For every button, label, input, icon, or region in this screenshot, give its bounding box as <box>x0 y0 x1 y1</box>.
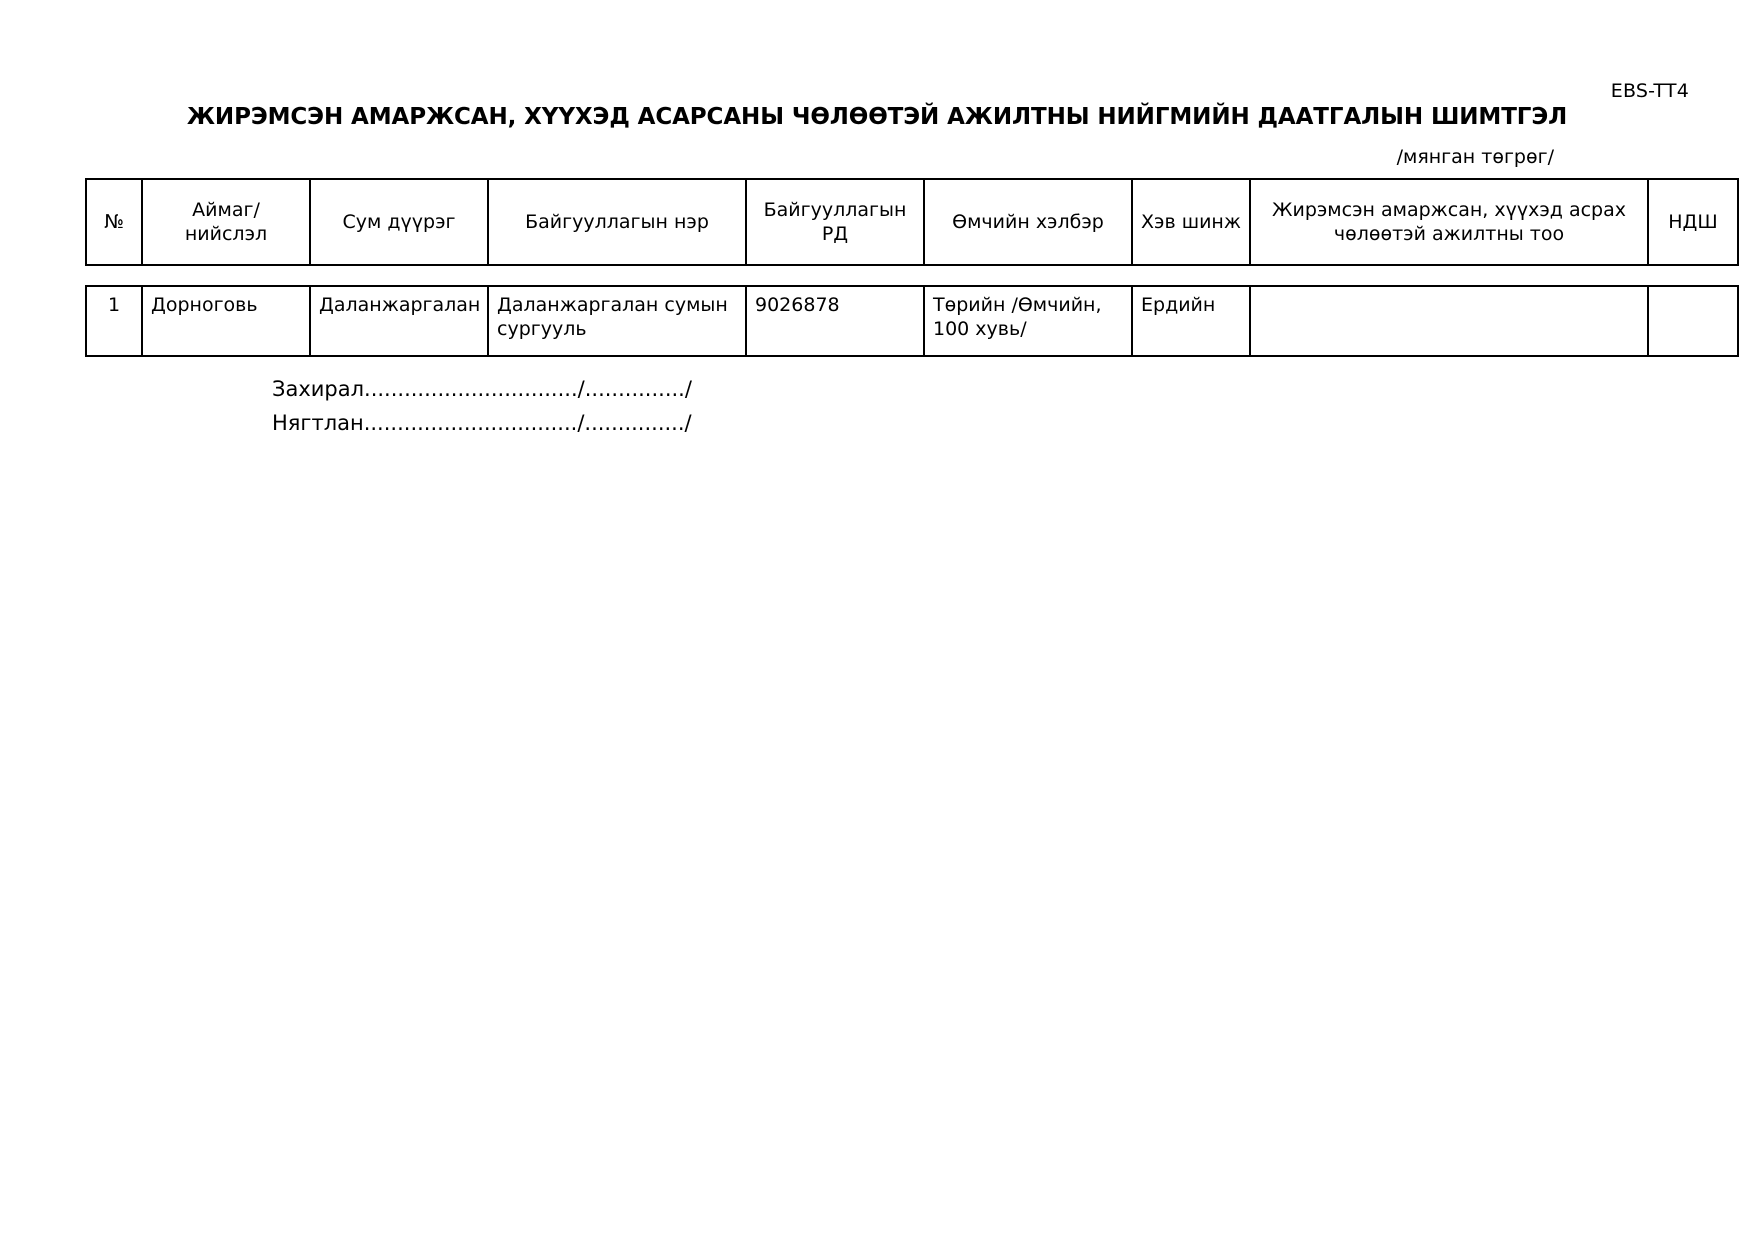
cell-org-name: Даланжаргалан сумын сургууль <box>488 286 746 356</box>
signature-block <box>272 372 692 440</box>
table-row <box>86 286 1738 356</box>
column-header-ownership: Өмчийн хэлбэр <box>924 179 1132 265</box>
cell-no: 1 <box>86 286 142 356</box>
table-body <box>85 285 1739 357</box>
unit-note: /мянган төгрөг/ <box>1396 146 1554 168</box>
table-header <box>85 178 1739 266</box>
cell-aimag: Дорноговь <box>142 286 310 356</box>
column-header-type: Хэв шинж <box>1132 179 1250 265</box>
cell-employee-count <box>1250 286 1648 356</box>
form-code: EBS-TT4 <box>1610 80 1689 102</box>
page-title: ЖИРЭМСЭН АМАРЖСАН, ХҮҮХЭД АСАРСАНЫ ЧӨЛӨӨТЭЙ АЖИЛТНЫ НИЙГМИЙН ДААТГАЛЫН ШИМТГЭЛ <box>186 104 1568 130</box>
cell-ownership: Төрийн /Өмчийн, 100 хувь/ <box>924 286 1132 356</box>
table-header-row <box>86 179 1738 265</box>
column-header-no: № <box>86 179 142 265</box>
cell-sum: Даланжаргалан <box>310 286 488 356</box>
column-header-sum: Сум дүүрэг <box>310 179 488 265</box>
column-header-aimag: Аймаг/ нийслэл <box>142 179 310 265</box>
signature-accountant: Нягтлан................................/.............../ <box>272 411 692 436</box>
column-header-ndsh: НДШ <box>1648 179 1738 265</box>
column-header-org-rd: Байгууллагын РД <box>746 179 924 265</box>
cell-type: Ердийн <box>1132 286 1250 356</box>
signature-director: Захирал................................/.............../ <box>272 377 692 401</box>
column-header-employee-count: Жирэмсэн амаржсан, хүүхэд асрах чөлөөтэй ажилтны тоо <box>1250 179 1648 265</box>
column-header-org-name: Байгууллагын нэр <box>488 179 746 265</box>
cell-org-rd: 9026878 <box>746 286 924 356</box>
cell-ndsh <box>1648 286 1738 356</box>
